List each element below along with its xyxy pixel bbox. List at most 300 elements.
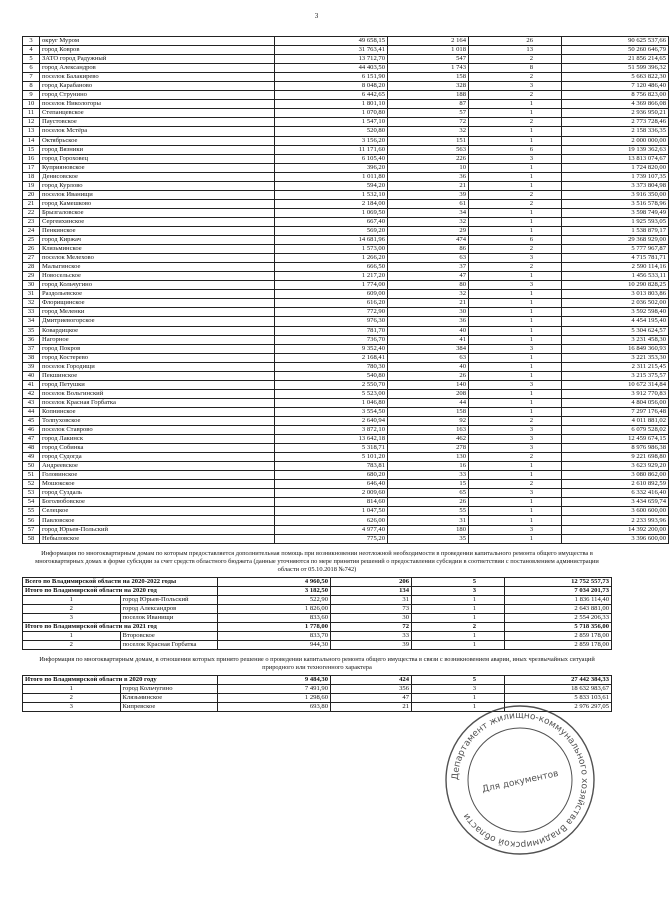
- residents-count: 21: [388, 299, 469, 308]
- area-value: 833,60: [218, 613, 331, 622]
- area-value: 780,30: [275, 362, 388, 371]
- residents-count: 134: [331, 586, 412, 595]
- area-value: 1 573,00: [275, 245, 388, 254]
- houses-count: 1: [469, 326, 562, 335]
- area-value: 1 047,50: [275, 507, 388, 516]
- houses-count: 1: [412, 613, 505, 622]
- row-number: 44: [23, 407, 40, 416]
- houses-count: 1: [412, 703, 505, 712]
- area-value: 2 168,41: [275, 353, 388, 362]
- area-value: 783,81: [275, 462, 388, 471]
- table-row: [23, 100, 669, 109]
- residents-count: 547: [388, 55, 469, 64]
- residents-count: 21: [388, 181, 469, 190]
- area-value: 944,30: [218, 640, 331, 649]
- area-value: 6 105,40: [275, 154, 388, 163]
- cost-value: 1 836 114,40: [505, 595, 612, 604]
- residents-count: 158: [388, 73, 469, 82]
- area-value: 5 101,20: [275, 453, 388, 462]
- houses-count: 1: [469, 335, 562, 344]
- total-label: Итого по Владимирской области на 2021 год: [23, 622, 218, 631]
- municipality-name: город Суздаль: [40, 489, 275, 498]
- table-row: [23, 389, 669, 398]
- table-row: [23, 145, 669, 154]
- area-value: 5 318,71: [275, 444, 388, 453]
- residents-count: 72: [388, 118, 469, 127]
- houses-count: 5: [412, 577, 505, 586]
- houses-count: 3: [469, 254, 562, 263]
- page-number: 3: [314, 12, 319, 20]
- table-row: [23, 534, 669, 543]
- houses-count: 6: [469, 236, 562, 245]
- houses-count: 2: [469, 190, 562, 199]
- residents-count: 29: [388, 226, 469, 235]
- table-row: [23, 172, 669, 181]
- residents-count: 328: [388, 82, 469, 91]
- area-value: 13 712,70: [275, 55, 388, 64]
- municipality-name: Паустовское: [40, 118, 275, 127]
- municipality-name: город Юрьев-Польский: [120, 595, 218, 604]
- municipality-name: Копнинское: [40, 407, 275, 416]
- cost-value: 6 079 528,02: [562, 426, 669, 435]
- residents-count: 188: [388, 91, 469, 100]
- cost-value: 21 856 214,65: [562, 55, 669, 64]
- municipality-name: город Курлово: [40, 181, 275, 190]
- row-number: 2: [23, 694, 121, 703]
- area-value: 4 960,50: [218, 577, 331, 586]
- cost-value: 5 777 967,87: [562, 245, 669, 254]
- houses-count: 2: [469, 453, 562, 462]
- municipality-name: Клязьминское: [40, 245, 275, 254]
- houses-count: 3: [412, 685, 505, 694]
- cost-value: 6 332 416,40: [562, 489, 669, 498]
- houses-count: 1: [469, 371, 562, 380]
- cost-value: 2 859 178,00: [505, 640, 612, 649]
- cost-value: 10 672 314,84: [562, 380, 669, 389]
- table-row: [23, 37, 669, 46]
- cost-value: 3 434 659,74: [562, 498, 669, 507]
- cost-value: 3 623 929,20: [562, 462, 669, 471]
- table-row: [23, 181, 669, 190]
- table-row: [23, 127, 669, 136]
- houses-count: 3: [469, 435, 562, 444]
- residents-count: 73: [331, 604, 412, 613]
- houses-count: 1: [469, 471, 562, 480]
- houses-count: 3: [469, 281, 562, 290]
- row-number: 33: [23, 308, 40, 317]
- table-row: [23, 398, 669, 407]
- area-value: 49 658,15: [275, 37, 388, 46]
- row-number: 1: [23, 631, 121, 640]
- houses-count: 1: [469, 389, 562, 398]
- cost-value: 3 396 600,00: [562, 534, 669, 543]
- table-row: [23, 640, 612, 649]
- residents-count: 158: [388, 407, 469, 416]
- cost-value: 5 833 103,61: [505, 694, 612, 703]
- cost-value: 1 739 107,35: [562, 172, 669, 181]
- municipality-name: поселок Городищи: [40, 362, 275, 371]
- row-number: 57: [23, 525, 40, 534]
- cost-value: 3 912 770,83: [562, 389, 669, 398]
- row-number: 14: [23, 136, 40, 145]
- residents-count: 462: [388, 435, 469, 444]
- table-row: [23, 308, 669, 317]
- residents-count: 278: [388, 444, 469, 453]
- houses-count: 1: [469, 534, 562, 543]
- main-table: [22, 36, 669, 544]
- houses-count: 6: [469, 145, 562, 154]
- table-row: [23, 507, 669, 516]
- table-row: [23, 622, 612, 631]
- table-row: [23, 46, 669, 55]
- municipality-name: город Меленки: [40, 308, 275, 317]
- row-number: 3: [23, 703, 121, 712]
- table-row: [23, 426, 669, 435]
- cost-value: 5 304 624,57: [562, 326, 669, 335]
- area-value: 3 554,50: [275, 407, 388, 416]
- cost-value: 2 000 000,00: [562, 136, 669, 145]
- row-number: 13: [23, 127, 40, 136]
- municipality-name: Куприяновское: [40, 163, 275, 172]
- municipality-name: Пекшинское: [40, 371, 275, 380]
- cost-value: 90 625 537,66: [562, 37, 669, 46]
- municipality-name: город Костерево: [40, 353, 275, 362]
- cost-value: 1 538 879,17: [562, 226, 669, 235]
- cost-value: 12 752 557,73: [505, 577, 612, 586]
- houses-count: 2: [469, 199, 562, 208]
- subsidy-table: [22, 577, 612, 650]
- row-number: 26: [23, 245, 40, 254]
- cost-value: 3 592 598,40: [562, 308, 669, 317]
- residents-count: 1 018: [388, 46, 469, 55]
- cost-value: 3 916 350,00: [562, 190, 669, 199]
- houses-count: 1: [469, 181, 562, 190]
- municipality-name: поселок Мелехово: [40, 254, 275, 263]
- cost-value: 3 231 458,30: [562, 335, 669, 344]
- row-number: 9: [23, 91, 40, 100]
- municipality-name: Денисовское: [40, 172, 275, 181]
- table-row: [23, 613, 612, 622]
- municipality-name: Октябрьское: [40, 136, 275, 145]
- area-value: 11 171,60: [275, 145, 388, 154]
- table-row: [23, 217, 669, 226]
- row-number: 50: [23, 462, 40, 471]
- residents-count: 86: [388, 245, 469, 254]
- residents-count: 32: [388, 217, 469, 226]
- table-row: [23, 471, 669, 480]
- cost-value: 9 221 698,80: [562, 453, 669, 462]
- residents-count: 208: [388, 389, 469, 398]
- cost-value: 1 456 533,11: [562, 272, 669, 281]
- houses-count: 1: [469, 353, 562, 362]
- cost-value: 2 859 178,00: [505, 631, 612, 640]
- municipality-name: Селецкое: [40, 507, 275, 516]
- area-value: 775,20: [275, 534, 388, 543]
- cost-value: 4 715 781,71: [562, 254, 669, 263]
- houses-count: 1: [412, 604, 505, 613]
- municipality-name: поселок Иванищи: [120, 613, 218, 622]
- row-number: 51: [23, 471, 40, 480]
- residents-count: 32: [388, 127, 469, 136]
- residents-count: 65: [388, 489, 469, 498]
- area-value: 680,20: [275, 471, 388, 480]
- table-row: [23, 444, 669, 453]
- municipality-name: поселок Иванищи: [40, 190, 275, 199]
- residents-count: 72: [331, 622, 412, 631]
- municipality-name: город Ковров: [40, 46, 275, 55]
- residents-count: 92: [388, 416, 469, 425]
- residents-count: 424: [331, 676, 412, 685]
- houses-count: 1: [412, 640, 505, 649]
- report-sheet: [22, 36, 666, 712]
- houses-count: 1: [469, 299, 562, 308]
- houses-count: 3: [469, 380, 562, 389]
- stamp-outer-text: Департамент жилищно-коммунального хозяйства Владимирской области: [450, 710, 590, 850]
- cost-value: 2 158 336,35: [562, 127, 669, 136]
- residents-count: 40: [388, 326, 469, 335]
- residents-count: 180: [388, 525, 469, 534]
- municipality-name: Пенкинское: [40, 226, 275, 235]
- area-value: 396,20: [275, 163, 388, 172]
- residents-count: 26: [388, 498, 469, 507]
- municipality-name: город Лакинск: [40, 435, 275, 444]
- area-value: 666,50: [275, 263, 388, 272]
- row-number: 56: [23, 516, 40, 525]
- table-row: [23, 317, 669, 326]
- department-stamp: [440, 700, 600, 860]
- table-row: [23, 226, 669, 235]
- table-row: [23, 604, 612, 613]
- table-row: [23, 263, 669, 272]
- cost-value: 3 600 600,00: [562, 507, 669, 516]
- area-value: 667,40: [275, 217, 388, 226]
- municipality-name: поселок Красная Горбатка: [120, 640, 218, 649]
- municipality-name: город Судогда: [40, 453, 275, 462]
- note-emergency: Информация по многоквартирным домам, в отношении которых принято решение о проведении капитального ремонта общего имущества в связи с возникновением аварии, иных чрезвычайных ситуаций природного или техногенного характера: [39, 656, 595, 671]
- area-value: 1 826,00: [218, 604, 331, 613]
- area-value: 1 011,80: [275, 172, 388, 181]
- table-row: [23, 272, 669, 281]
- cost-value: 3 516 578,96: [562, 199, 669, 208]
- municipality-name: поселок Красная Горбатка: [40, 398, 275, 407]
- area-value: 2 550,70: [275, 380, 388, 389]
- row-number: 28: [23, 263, 40, 272]
- row-number: 30: [23, 281, 40, 290]
- area-value: 1 046,80: [275, 398, 388, 407]
- table-row: [23, 64, 669, 73]
- residents-count: 47: [388, 272, 469, 281]
- row-number: 4: [23, 46, 40, 55]
- area-value: 4 977,40: [275, 525, 388, 534]
- houses-count: 1: [469, 462, 562, 471]
- houses-count: 3: [469, 444, 562, 453]
- houses-count: 1: [469, 308, 562, 317]
- cost-value: 16 849 360,93: [562, 344, 669, 353]
- row-number: 40: [23, 371, 40, 380]
- cost-value: 14 392 200,00: [562, 525, 669, 534]
- row-number: 46: [23, 426, 40, 435]
- area-value: 1 266,20: [275, 254, 388, 263]
- table-row: [23, 118, 669, 127]
- cost-value: 50 260 646,79: [562, 46, 669, 55]
- houses-count: 1: [469, 516, 562, 525]
- cost-value: 13 813 074,67: [562, 154, 669, 163]
- row-number: 58: [23, 534, 40, 543]
- houses-count: 1: [469, 100, 562, 109]
- cost-value: 29 368 929,00: [562, 236, 669, 245]
- area-value: 736,70: [275, 335, 388, 344]
- table-row: [23, 380, 669, 389]
- municipality-name: поселок Вольгинский: [40, 389, 275, 398]
- cost-value: 2 311 215,45: [562, 362, 669, 371]
- municipality-name: Клязьминское: [120, 694, 218, 703]
- residents-count: 33: [388, 471, 469, 480]
- municipality-name: город Вязники: [40, 145, 275, 154]
- table-row: [23, 462, 669, 471]
- row-number: 25: [23, 236, 40, 245]
- row-number: 39: [23, 362, 40, 371]
- municipality-name: поселок Ставрово: [40, 426, 275, 435]
- cost-value: 2 643 881,00: [505, 604, 612, 613]
- row-number: 42: [23, 389, 40, 398]
- row-number: 19: [23, 181, 40, 190]
- cost-value: 7 120 486,40: [562, 82, 669, 91]
- row-number: 18: [23, 172, 40, 181]
- table-row: [23, 595, 612, 604]
- table-row: [23, 154, 669, 163]
- area-value: 7 491,90: [218, 685, 331, 694]
- cost-value: 2 936 950,21: [562, 109, 669, 118]
- area-value: 1 298,60: [218, 694, 331, 703]
- municipality-name: город Собинка: [40, 444, 275, 453]
- municipality-name: Сергеихинское: [40, 217, 275, 226]
- area-value: 2 184,00: [275, 199, 388, 208]
- table-row: [23, 407, 669, 416]
- row-number: 21: [23, 199, 40, 208]
- municipality-name: Мошокское: [40, 480, 275, 489]
- residents-count: 1 743: [388, 64, 469, 73]
- area-value: 1 070,80: [275, 109, 388, 118]
- houses-count: 1: [469, 407, 562, 416]
- cost-value: 3 215 375,57: [562, 371, 669, 380]
- cost-value: 7 034 201,73: [505, 586, 612, 595]
- area-value: 609,00: [275, 290, 388, 299]
- municipality-name: город Кольчугино: [120, 685, 218, 694]
- residents-count: 563: [388, 145, 469, 154]
- municipality-name: город Киржач: [40, 236, 275, 245]
- houses-count: 3: [412, 586, 505, 595]
- houses-count: 3: [469, 82, 562, 91]
- residents-count: 151: [388, 136, 469, 145]
- area-value: 520,80: [275, 127, 388, 136]
- area-value: 9 352,40: [275, 344, 388, 353]
- table-row: [23, 353, 669, 362]
- houses-count: 2: [469, 245, 562, 254]
- houses-count: 3: [469, 525, 562, 534]
- residents-count: 87: [388, 100, 469, 109]
- table-row: [23, 498, 669, 507]
- row-number: 31: [23, 290, 40, 299]
- residents-count: 57: [388, 109, 469, 118]
- houses-count: 2: [412, 622, 505, 631]
- row-number: 12: [23, 118, 40, 127]
- row-number: 47: [23, 435, 40, 444]
- area-value: 814,60: [275, 498, 388, 507]
- table-row: [23, 335, 669, 344]
- municipality-name: Андреевское: [40, 462, 275, 471]
- table-row: [23, 163, 669, 172]
- area-value: 646,40: [275, 480, 388, 489]
- houses-count: 2: [469, 263, 562, 272]
- municipality-name: поселок Мстёра: [40, 127, 275, 136]
- municipality-name: город Петушки: [40, 380, 275, 389]
- cost-value: 3 373 804,98: [562, 181, 669, 190]
- municipality-name: Боголюбовское: [40, 498, 275, 507]
- cost-value: 4 369 866,08: [562, 100, 669, 109]
- table-row: [23, 525, 669, 534]
- cost-value: 2 590 114,16: [562, 263, 669, 272]
- houses-count: 3: [469, 344, 562, 353]
- municipality-name: поселок Никологоры: [40, 100, 275, 109]
- row-number: 7: [23, 73, 40, 82]
- area-value: 6 151,90: [275, 73, 388, 82]
- table-row: [23, 685, 612, 694]
- table-row: [23, 344, 669, 353]
- houses-count: 1: [469, 272, 562, 281]
- table-row: [23, 281, 669, 290]
- row-number: 3: [23, 613, 121, 622]
- area-value: 5 523,00: [275, 389, 388, 398]
- residents-count: 356: [331, 685, 412, 694]
- houses-count: 1: [412, 595, 505, 604]
- municipality-name: Раздольевское: [40, 290, 275, 299]
- area-value: 781,70: [275, 326, 388, 335]
- residents-count: 2 164: [388, 37, 469, 46]
- table-row: [23, 55, 669, 64]
- cost-value: 8 756 823,00: [562, 91, 669, 100]
- table-row: [23, 676, 612, 685]
- residents-count: 37: [388, 263, 469, 272]
- residents-count: 35: [388, 534, 469, 543]
- cost-value: 19 139 362,63: [562, 145, 669, 154]
- area-value: 1 532,10: [275, 190, 388, 199]
- row-number: 43: [23, 398, 40, 407]
- table-row: [23, 190, 669, 199]
- row-number: 6: [23, 64, 40, 73]
- cost-value: 4 454 195,40: [562, 317, 669, 326]
- residents-count: 31: [331, 595, 412, 604]
- row-number: 29: [23, 272, 40, 281]
- row-number: 3: [23, 37, 40, 46]
- area-value: 6 442,65: [275, 91, 388, 100]
- table-row: [23, 245, 669, 254]
- row-number: 1: [23, 685, 121, 694]
- residents-count: 39: [331, 640, 412, 649]
- municipality-name: Брызгаловское: [40, 208, 275, 217]
- residents-count: 15: [388, 480, 469, 489]
- area-value: 976,30: [275, 317, 388, 326]
- area-value: 522,90: [218, 595, 331, 604]
- row-number: 17: [23, 163, 40, 172]
- residents-count: 16: [388, 462, 469, 471]
- area-value: 8 048,20: [275, 82, 388, 91]
- cost-value: 2 976 297,05: [505, 703, 612, 712]
- row-number: 15: [23, 145, 40, 154]
- area-value: 616,20: [275, 299, 388, 308]
- cost-value: 3 013 803,86: [562, 290, 669, 299]
- residents-count: 30: [331, 613, 412, 622]
- table-row: [23, 199, 669, 208]
